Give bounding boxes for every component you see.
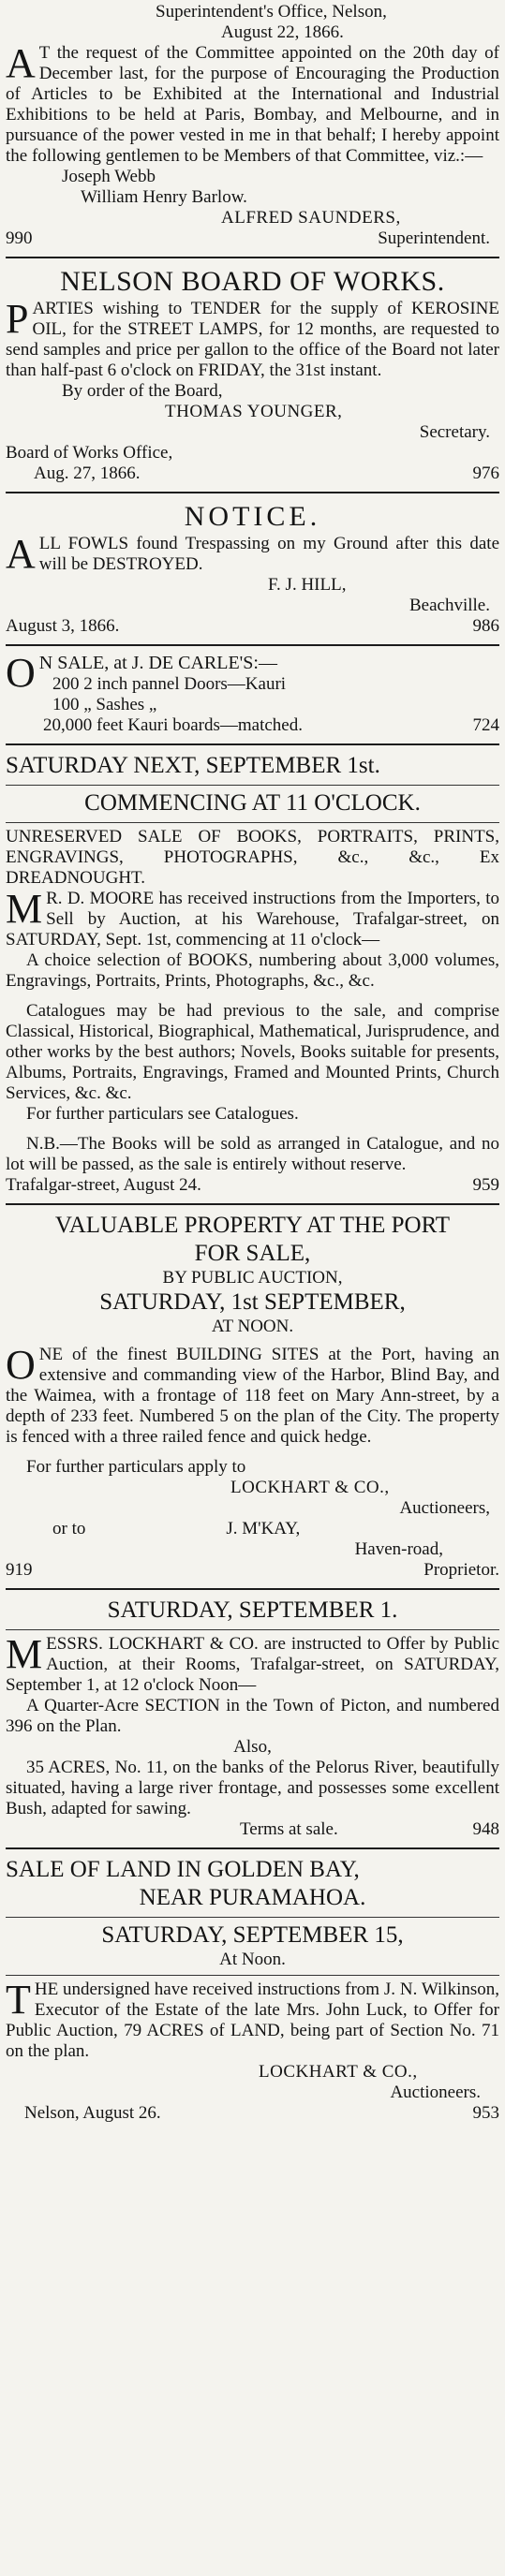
headline: VALUABLE PROPERTY AT THE PORT: [54, 1213, 451, 1238]
divider: [6, 1975, 499, 1976]
divider: [6, 257, 499, 258]
signature: ALFRED SAUNDERS,: [221, 208, 401, 228]
signature-title: Superintendent.: [378, 228, 490, 248]
divider: [6, 644, 499, 646]
date-line: Trafalgar-street, August 24.: [6, 1175, 201, 1195]
ad-number: 724: [472, 715, 499, 735]
ad-number: 953: [472, 2103, 499, 2123]
golden-bay-sale-ad: [6, 1856, 499, 2124]
paragraph: For further particulars see Catalogues.: [26, 1104, 299, 1124]
subheadline: FOR SALE,: [194, 1241, 311, 1266]
place-line: Beachville.: [409, 596, 490, 615]
sale-time: At Noon.: [219, 1950, 286, 1969]
sale-intro: UNRESERVED SALE OF BOOKS, PORTRAITS, PRINTS, ENGRAVINGS, PHOTOGRAPHS, &c., &c., Ex DREADNOUGHT.: [6, 827, 499, 888]
ad-number: 919: [6, 1560, 33, 1580]
signature-title: Secretary.: [419, 422, 490, 442]
or-line: or to: [52, 1519, 86, 1538]
notice-body: T the request of the Committee appointed on the 20th day of December last, for the purpose of Encouraging the Production of Articles to be Exhibited at the International and Industrial Exhibitions to be held at Paris, Bombay, and Melbourne, and in pursuance of the power vested in me in that behalf; I hereby appoint the following gentlemen to be Members of that Committee, viz.:—: [6, 43, 499, 166]
also-line: Also,: [233, 1737, 272, 1757]
headline: SATURDAY, SEPTEMBER 1.: [107, 1597, 398, 1623]
superintendent-notice: [6, 2, 499, 249]
newspaper-column: [6, 0, 499, 2124]
land-auction-ad: [6, 1597, 499, 1840]
ad-body: R. D. MOORE has received instructions from the Importers, to Sell by Auction, at his Warehouse, Trafalgar-street, on SATURDAY, Sept. 1st, commencing at 11 o'clock—: [6, 889, 499, 949]
notice-ad: [6, 500, 499, 637]
headline: SATURDAY NEXT, SEPTEMBER 1st.: [6, 753, 380, 778]
sale-date: SATURDAY, 1st SEPTEMBER,: [99, 1289, 406, 1315]
divider: [6, 822, 499, 823]
proprietor-label: Proprietor.: [423, 1560, 499, 1580]
drop-cap: O: [6, 1342, 36, 1388]
ad-number: 948: [472, 1819, 499, 1839]
drop-cap: A: [6, 531, 36, 577]
drop-cap: T: [6, 1977, 31, 2023]
headline: SALE OF LAND IN GOLDEN BAY,: [6, 1857, 360, 1882]
drop-cap: A: [6, 40, 36, 86]
sale-date: SATURDAY, SEPTEMBER 15,: [101, 1922, 404, 1948]
by-order: By order of the Board,: [62, 381, 223, 401]
divider: [6, 785, 499, 786]
drop-cap: P: [6, 296, 29, 342]
ad-body: LL FOWLS found Trespassing on my Ground after this date will be DESTROYED.: [38, 534, 499, 574]
signature: LOCKHART & CO.,: [259, 2062, 418, 2082]
headline: NOTICE.: [184, 501, 321, 532]
date-line: August 3, 1866.: [6, 616, 120, 636]
agent-name: J. M'KAY,: [226, 1519, 301, 1538]
sale-time: AT NOON.: [211, 1317, 294, 1336]
ad-number: 976: [472, 464, 499, 483]
divider: [6, 1588, 499, 1590]
paragraph: A Quarter-Acre SECTION in the Town of Picton, and numbered 396 on the Plan.: [6, 1696, 499, 1736]
subheadline: BY PUBLIC AUCTION,: [162, 1268, 343, 1288]
drop-cap: M: [6, 1631, 43, 1677]
divider: [6, 1847, 499, 1849]
sale-title: N SALE, at J. DE CARLE'S:—: [38, 653, 277, 673]
headline: NELSON BOARD OF WORKS.: [60, 266, 445, 297]
ad-number: 986: [472, 616, 499, 636]
ad-body: HE undersigned have received instructions from J. N. Wilkinson, Executor of the Estate of the late Mrs. John Luck, to Offer for Public Auction, 79 ACRES of LAND, being part of Section No. 71 on the plan.: [6, 1980, 499, 2061]
paragraph: Catalogues may be had previous to the sale, and comprise Classical, Historical, Biographical, Mathematical, Jurisprudence, and other works by the best authors; Novels, Books suitable for presents, Albums, Portraits, Engravings, Framed and Mounted Prints, Church Services, &c. &c.: [6, 1001, 499, 1103]
divider: [6, 492, 499, 493]
board-of-works-ad: [6, 265, 499, 484]
date-line: Aug. 27, 1866.: [34, 464, 141, 483]
ad-number: 990: [6, 228, 33, 248]
sale-item: 200 2 inch pannel Doors—Kauri: [52, 674, 287, 694]
signature-title: Auctioneers.: [390, 2083, 481, 2102]
ad-number: 959: [472, 1175, 499, 1195]
date-line: August 22, 1866.: [221, 22, 344, 42]
divider: [6, 743, 499, 745]
member-name: William Henry Barlow.: [81, 187, 247, 207]
subheadline: NEAR PURAMAHOA.: [139, 1885, 366, 1910]
property-sale-ad: [6, 1212, 499, 1581]
office-line: Superintendent's Office, Nelson,: [156, 2, 387, 22]
member-name: Joseph Webb: [62, 167, 156, 186]
divider: [6, 1629, 499, 1630]
divider: [6, 1203, 499, 1205]
on-sale-ad: [6, 650, 499, 736]
nota-bene: N.B.—The Books will be sold as arranged in Catalogue, and no lot will be passed, as the sale is entirely without reserve.: [6, 1134, 499, 1174]
drop-cap: O: [6, 650, 36, 696]
paragraph: 35 ACRES, No. 11, on the banks of the Pelorus River, beautifully situated, having a large river frontage, and possesses some excellent Bush, adapted for sawing.: [6, 1758, 499, 1818]
paragraph: A choice selection of BOOKS, numbering about 3,000 volumes, Engravings, Portraits, Prints, Photographs, &c., &c.: [6, 950, 499, 991]
terms-line: Terms at sale.: [240, 1819, 338, 1839]
date-line: Nelson, August 26.: [24, 2103, 161, 2123]
ad-body: NE of the finest BUILDING SITES at the Port, having an extensive and commanding view of the Harbor, Blind Bay, and the Waimea, with a frontage of 118 feet on Mary Ann-street, by a depth of 233 feet. Numbered 5 on the plan of the City. The property is fenced with a three railed fence and quick hedge.: [6, 1345, 499, 1447]
office-line: Board of Works Office,: [6, 443, 173, 463]
drop-cap: M: [6, 886, 43, 932]
agent-name: LOCKHART & CO.,: [230, 1478, 390, 1497]
agent-title: Auctioneers,: [399, 1498, 490, 1518]
sale-item: 20,000 feet Kauri boards—matched.: [43, 715, 303, 735]
ad-body: ARTIES wishing to TENDER for the supply of KEROSINE OIL, for the STREET LAMPS, for 12 months, are requested to send samples and price per gallon to the office of the Board not later than half-past 6 o'clock on FRIDAY, the 31st instant.: [6, 299, 499, 380]
subheadline: COMMENCING AT 11 O'CLOCK.: [84, 790, 421, 816]
apply-line: For further particulars apply to: [26, 1457, 246, 1477]
ad-body: ESSRS. LOCKHART & CO. are instructed to Offer by Public Auction, at their Rooms, Trafalgar-street, on SATURDAY, September 1, at 12 o'clock Noon—: [6, 1634, 499, 1695]
agent-address: Haven-road,: [354, 1539, 443, 1559]
signature: THOMAS YOUNGER,: [165, 402, 343, 421]
book-sale-ad: [6, 752, 499, 1196]
signature: F. J. HILL,: [268, 575, 347, 595]
divider: [6, 1917, 499, 1918]
sale-item: 100 „ Sashes „: [52, 695, 157, 714]
